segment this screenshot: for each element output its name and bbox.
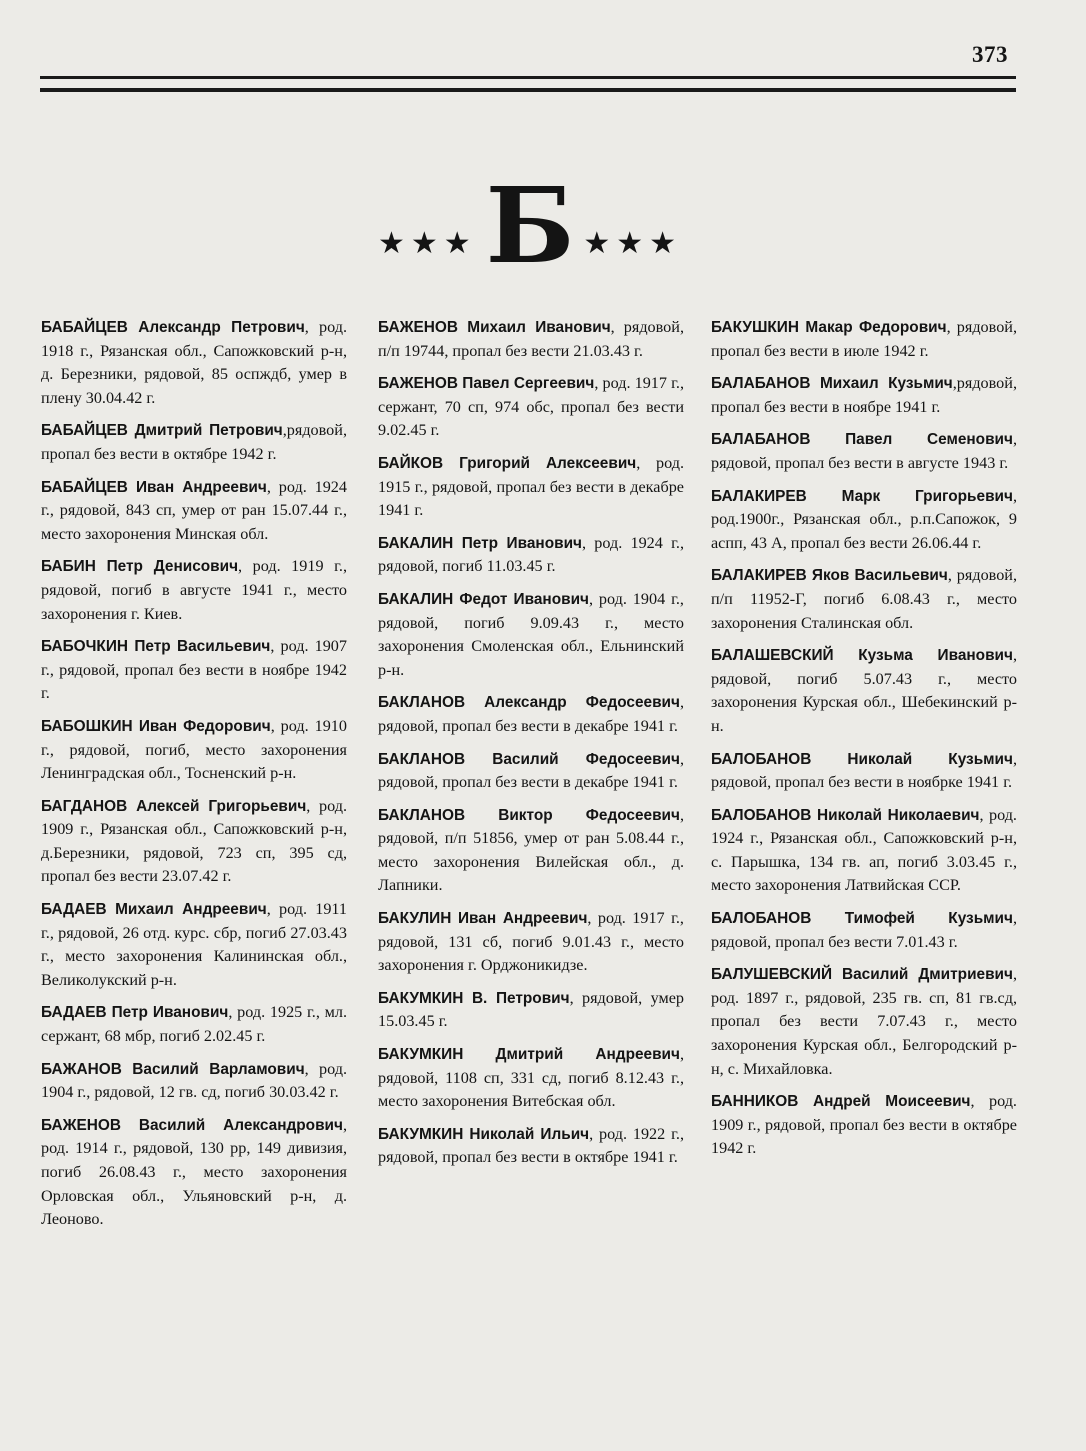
person-details: , род. 1909 г., рядовой, пропал без вести в октябре 1942 г. xyxy=(711,1092,1017,1158)
person-name: БАКАЛИН Петр Иванович xyxy=(378,534,582,552)
person-name: БАЙКОВ Григорий Алексеевич xyxy=(378,454,637,472)
person-details: , род. 1924 г., рядовой, 843 сп, умер от ран 15.07.44 г., место захоронения Минская обл. xyxy=(41,477,347,543)
person-name: БАКУШКИН Макар Федорович xyxy=(711,319,947,336)
person-name: БАКУМКИН Дмитрий Андреевич xyxy=(378,1046,680,1064)
section-letter: Б xyxy=(485,164,575,287)
person-details: , род. 1909 г., Рязанская обл., Сапожковский р-н, д.Березники, рядовой, 723 сп, 395 сд, пропал без вести 23.07.42 г. xyxy=(41,796,347,886)
person-name: БАЖЕНОВ Василий Александрович xyxy=(41,1116,343,1134)
list-item xyxy=(711,1090,1017,1161)
person-details: ,рядовой, пропал без вести в ноябре 1941 г. xyxy=(711,374,1017,416)
person-name: БАДАЕВ Михаил Андреевич xyxy=(41,901,267,919)
person-details: , рядовой, пропал без вести в августе 1943 г. xyxy=(711,430,1017,472)
person-details: , род. 1907 г., рядовой, пропал без вести в ноябре 1942 г. xyxy=(41,637,347,703)
person-details: , род. 1917 г., сержант, 70 сп, 974 обс, пропал без вести 9.02.45 г. xyxy=(378,374,684,440)
stars-left-ornament: ★★★ xyxy=(378,226,477,261)
list-item xyxy=(711,644,1017,738)
list-item xyxy=(378,804,684,898)
person-name: БАЛОБАНОВ Николай Кузьмич xyxy=(711,750,1013,768)
list-item xyxy=(711,485,1017,556)
list-item xyxy=(41,316,347,410)
list-item xyxy=(711,428,1017,475)
person-details: , рядовой, пропал без вести 7.01.43 г. xyxy=(711,909,1017,951)
list-item xyxy=(41,419,347,466)
list-item xyxy=(378,532,684,579)
list-item xyxy=(378,691,684,738)
person-name: БАЛОБАНОВ Николай Николаевич xyxy=(711,806,980,824)
person-details: , род. 1919 г., рядовой, погиб в августе 1941 г., место захоронения г. Киев. xyxy=(41,557,347,623)
column-1 xyxy=(41,316,347,1241)
person-name: БАЛАБАНОВ Михаил Кузьмич xyxy=(711,375,953,393)
person-details: , рядовой, умер 15.03.45 г. xyxy=(378,988,684,1031)
person-details: , род. 1914 г., рядовой, 130 рр, 149 дивизия, погиб 26.08.43 г., место захоронения Орловская обл., Ульяновский р-н, д. Леоново. xyxy=(41,1115,347,1229)
list-item xyxy=(378,1123,684,1170)
person-details: , род. 1925 г., мл. сержант, 68 мбр, погиб 2.02.45 г. xyxy=(41,1003,348,1046)
list-item xyxy=(378,1043,684,1114)
person-details: , род. 1924 г., рядовой, погиб 11.03.45 г. xyxy=(378,533,685,576)
person-details: ,рядовой, пропал без вести в октябре 1942 г. xyxy=(41,421,347,463)
person-name: БАЖАНОВ Василий Варламович xyxy=(41,1060,305,1078)
person-name: БАКЛАНОВ Василий Федосеевич xyxy=(378,750,680,768)
list-item xyxy=(378,372,684,443)
list-item xyxy=(711,804,1017,898)
person-name: БАБАЙЦЕВ Иван Андреевич xyxy=(41,478,267,496)
list-item xyxy=(378,588,684,682)
person-name: БАБИН Петр Денисович xyxy=(41,558,239,576)
person-name: БАКУМКИН В. Петрович xyxy=(378,989,570,1007)
list-item xyxy=(378,748,684,795)
person-details: , рядовой, п/п 19744, пропал без вести 21.03.43 г. xyxy=(378,318,684,360)
person-name: БАЖЕНОВ Михаил Иванович xyxy=(378,319,611,336)
person-name: БАКАЛИН Федот Иванович xyxy=(378,590,589,608)
person-name: БАБАЙЦЕВ Дмитрий Петрович xyxy=(41,422,283,440)
list-item xyxy=(711,907,1017,954)
person-name: БАЛУШЕВСКИЙ Василий Дмитриевич xyxy=(711,966,1013,984)
person-details: , рядовой, погиб 5.07.43 г., место захоронения Курская обл., Шебекинский р-н. xyxy=(711,646,1017,735)
list-item xyxy=(378,452,684,523)
person-details: , род. 1897 г., рядовой, 235 гв. сп, 81 гв.сд, пропал без вести 7.07.43 г., место захоронения Курская обл., Белгородский р-н, с. Михайловка. xyxy=(711,965,1017,1078)
person-details: , рядовой, 1108 сп, 331 сд, погиб 8.12.43 г., место захоронения Витебская обл. xyxy=(378,1045,684,1111)
person-name: БАЛАБАНОВ Павел Семенович xyxy=(711,431,1013,449)
person-details: , род. 1904 г., рядовой, 12 гв. сд, погиб 30.03.42 г. xyxy=(41,1059,347,1102)
stars-right-ornament: ★★★ xyxy=(583,226,682,261)
list-item xyxy=(41,1001,347,1048)
list-item xyxy=(41,795,347,889)
person-details: , рядовой, п/п 51856, умер от ран 5.08.44 г., место захоронения Вилейская обл., д. Лапники. xyxy=(378,805,684,895)
person-details: , род. 1904 г., рядовой, погиб 9.09.43 г., место захоронения Смоленская обл., Ельнинский р-н. xyxy=(378,589,684,679)
person-details: , рядовой, пропал без вести в ноябрке 1941 г. xyxy=(711,749,1017,792)
person-name: БАЛАШЕВСКИЙ Кузьма Иванович xyxy=(711,647,1013,665)
person-name: БАКЛАНОВ Виктор Федосеевич xyxy=(378,806,680,824)
person-details: , рядовой, пропал без вести в декабре 1941 г. xyxy=(378,749,684,792)
person-name: БАЖЕНОВ Павел Сергеевич xyxy=(378,375,595,393)
person-name: БАБАЙЦЕВ Александр Петрович xyxy=(41,319,305,336)
person-name: БАКЛАНОВ Александр Федосеевич xyxy=(378,694,680,712)
page-number: 373 xyxy=(972,42,1008,67)
person-details: , род. 1924 г., Рязанская обл., Сапожковский р-н, с. Парышка, 134 гв. ап, погиб 3.03.45 г., место захоронения Латвийская ССР. xyxy=(711,805,1017,895)
list-item xyxy=(378,316,684,363)
list-item xyxy=(41,1114,347,1232)
header-rule-top xyxy=(40,76,1016,79)
person-details: , род. 1918 г., Рязанская обл., Сапожковский р-н, д. Березники, рядовой, 85 оспждб, умер в плену 30.04.42 г. xyxy=(41,318,347,407)
person-details: , рядовой, пропал без вести в июле 1942 г. xyxy=(711,318,1017,360)
person-details: , род. 1911 г., рядовой, 26 отд. курс. сбр, погиб 27.03.43 г., место захоронения Калининская обл., Великолукский р-н. xyxy=(41,900,348,989)
list-item xyxy=(378,987,684,1034)
person-details: , род. 1910 г., рядовой, погиб, место захоронения Ленинградская обл., Тосненский р-н. xyxy=(41,716,347,783)
list-item xyxy=(711,564,1017,635)
list-item xyxy=(41,555,347,626)
list-item xyxy=(41,476,347,547)
person-details: , род. 1922 г., рядовой, пропал без вести в октябре 1941 г. xyxy=(378,1124,684,1167)
column-2 xyxy=(378,316,684,1179)
list-item xyxy=(41,898,347,992)
list-item xyxy=(41,1058,347,1105)
list-item xyxy=(711,372,1017,419)
list-item xyxy=(711,963,1017,1081)
person-details: , род. 1915 г., рядовой, пропал без вести в декабре 1941 г. xyxy=(378,453,684,520)
person-details: , рядовой, пропал без вести в декабре 1941 г. xyxy=(378,693,684,735)
person-name: БАГДАНОВ Алексей Григорьевич xyxy=(41,797,307,815)
list-item xyxy=(41,715,347,786)
person-details: , рядовой, п/п 11952-Г, погиб 6.08.43 г., место захоронения Сталинская обл. xyxy=(711,566,1017,632)
list-item xyxy=(378,907,684,978)
person-name: БАЛАКИРЕВ Яков Васильевич xyxy=(711,567,948,585)
list-item xyxy=(41,635,347,706)
person-name: БАДАЕВ Петр Иванович xyxy=(41,1004,229,1022)
person-name: БАБОЧКИН Петр Васильевич xyxy=(41,638,271,656)
list-item xyxy=(711,748,1017,795)
person-name: БАННИКОВ Андрей Моисеевич xyxy=(711,1093,971,1111)
column-3 xyxy=(711,316,1017,1170)
person-details: , род.1900г., Рязанская обл., р.п.Сапожок, 9 аспп, 43 А, пропал без вести 26.06.44 г. xyxy=(711,486,1017,552)
person-name: БАКУЛИН Иван Андреевич xyxy=(378,910,588,928)
list-item xyxy=(711,316,1017,363)
header-rule-bottom xyxy=(40,88,1016,92)
person-name: БАКУМКИН Николай Ильич xyxy=(378,1125,590,1143)
person-name: БАБОШКИН Иван Федорович xyxy=(41,717,271,735)
person-details: , род. 1917 г., рядовой, 131 сб, погиб 9.01.43 г., место захоронения г. Орджоникидзе. xyxy=(378,909,684,975)
person-name: БАЛОБАНОВ Тимофей Кузьмич xyxy=(711,910,1013,928)
person-name: БАЛАКИРЕВ Марк Григорьевич xyxy=(711,487,1013,505)
section-heading xyxy=(378,164,682,287)
